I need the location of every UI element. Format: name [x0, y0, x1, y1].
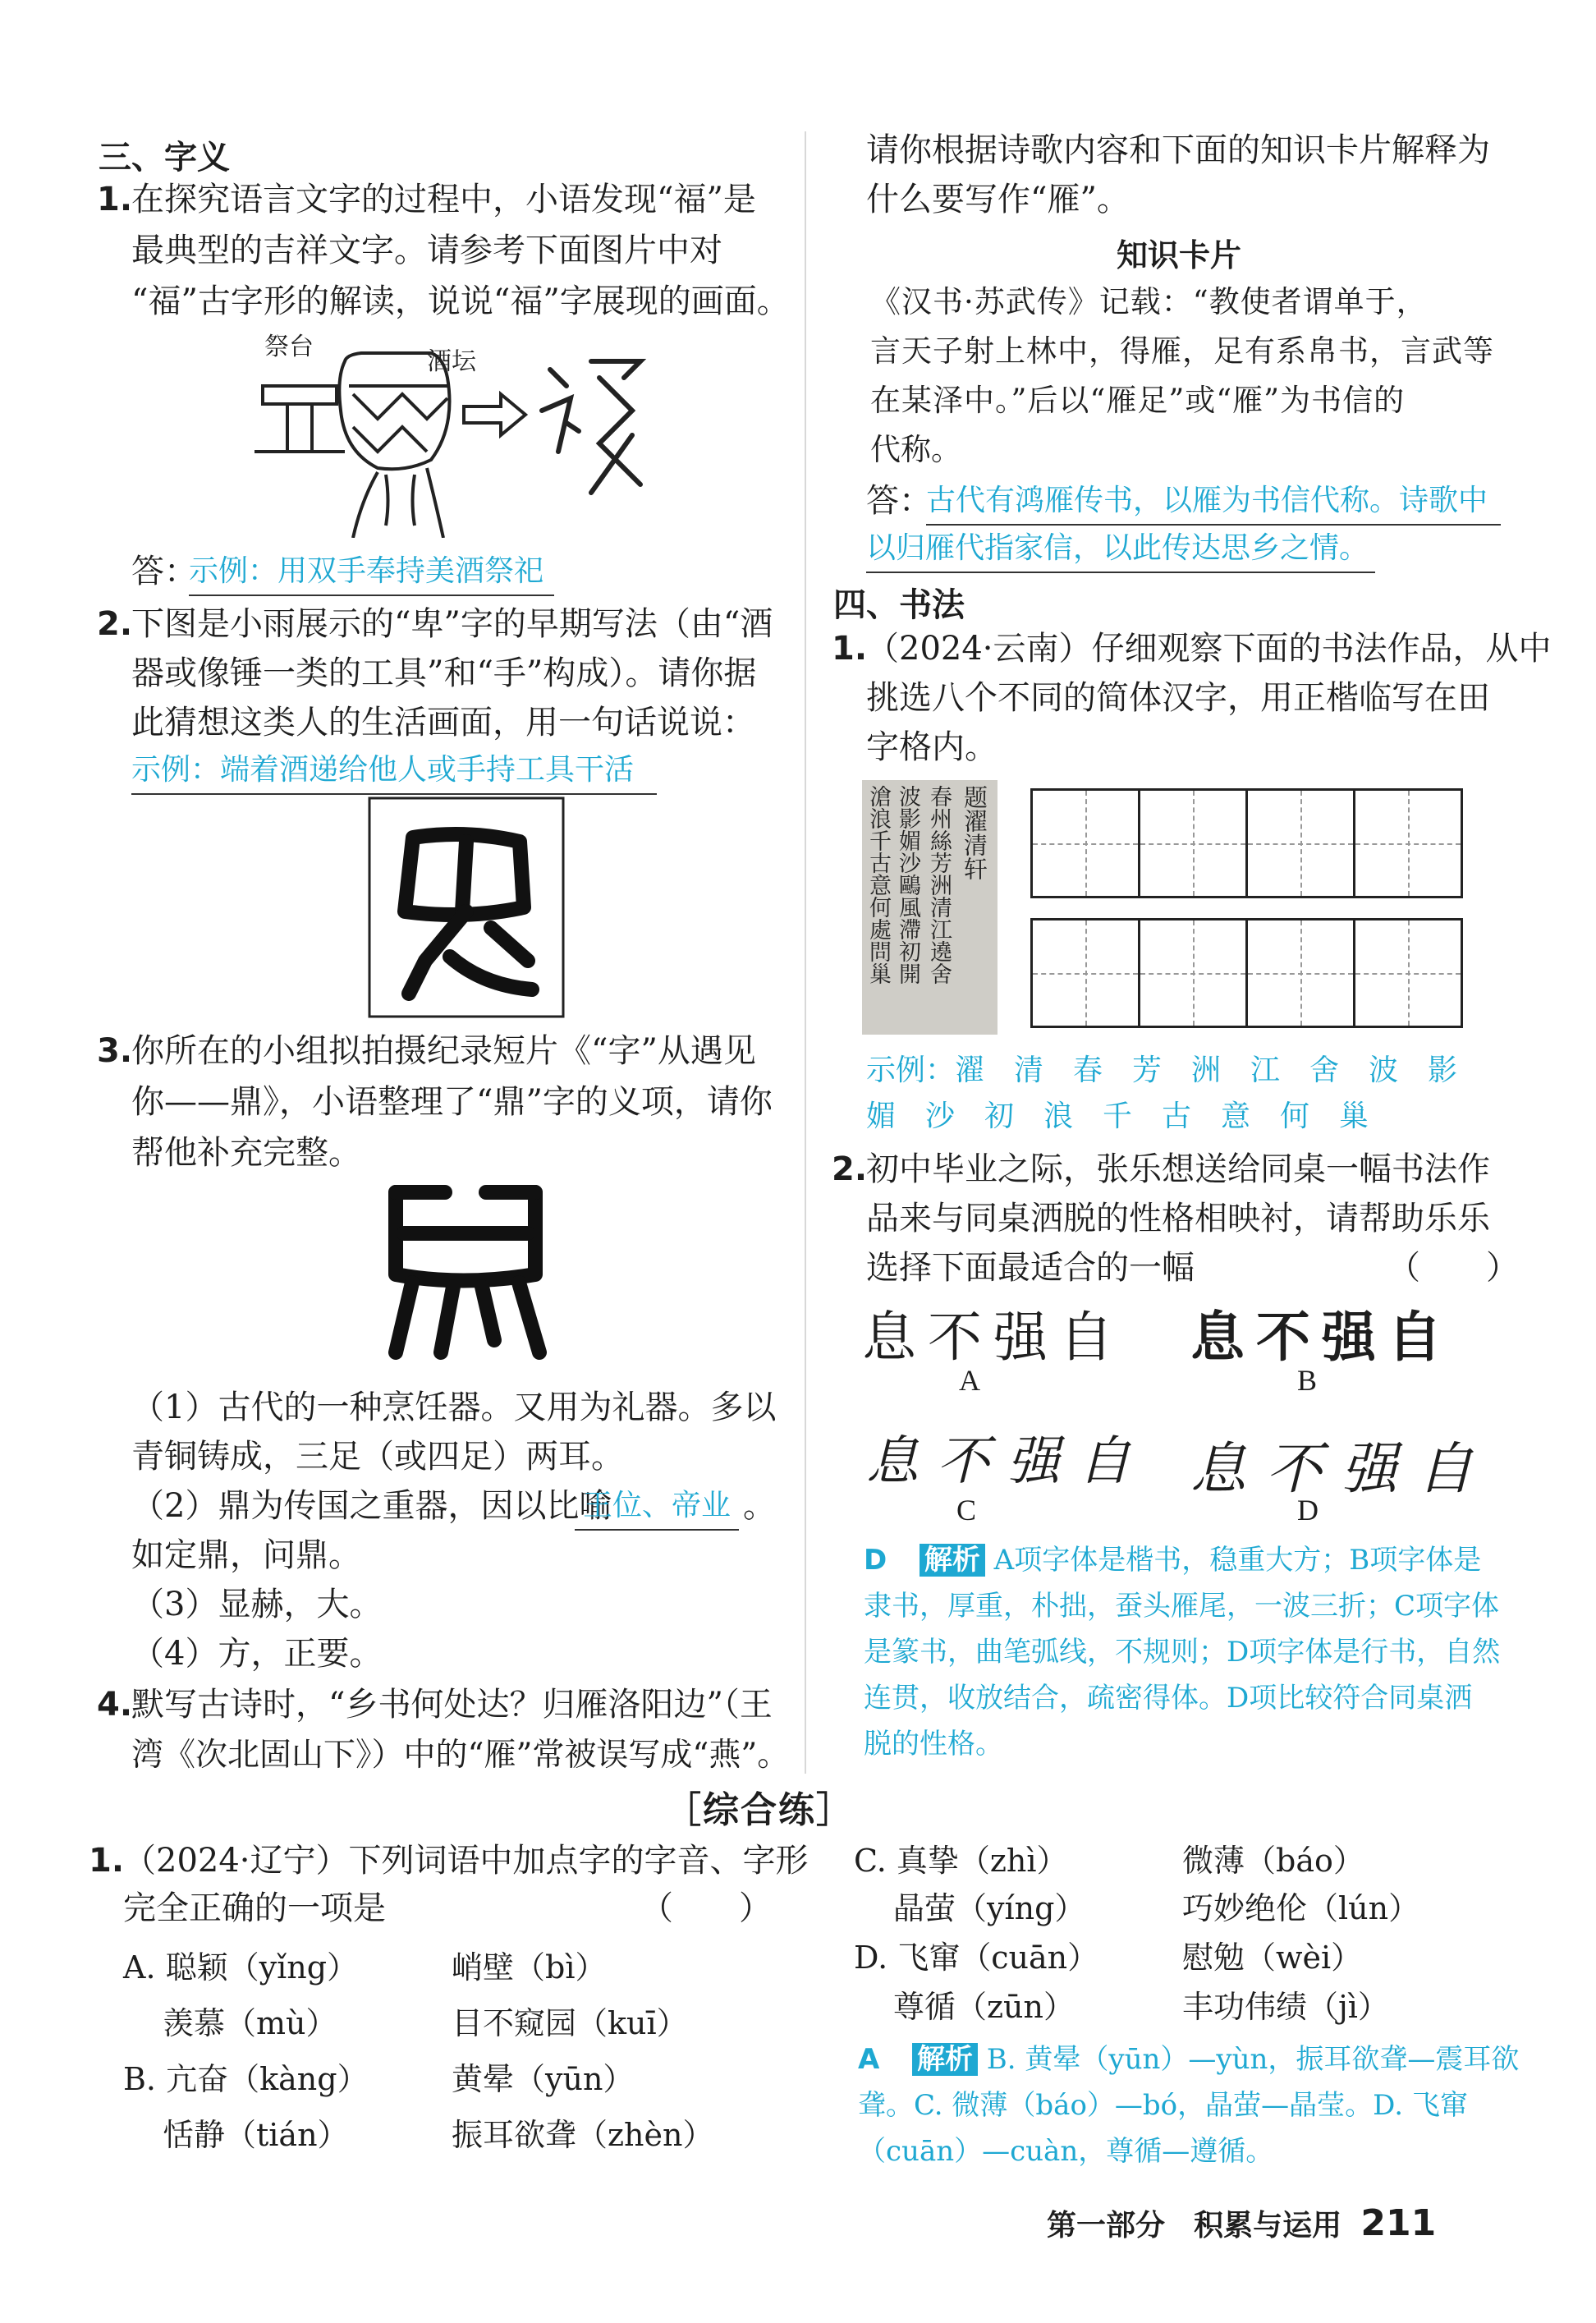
q4-line-2: 湾《次北固山下》）中的“雁”常被误写成“燕”。	[131, 1737, 790, 1774]
card-line-4: 代称。	[870, 432, 961, 467]
option-d-label: D	[1297, 1494, 1319, 1526]
q3-line-1: 你所在的小组拟拍摄纪录短片《“字”从遇见	[131, 1032, 756, 1070]
q3-item-2-period: 。	[743, 1487, 776, 1525]
tianzige-cell[interactable]	[1030, 918, 1140, 1028]
option-c-word-2: 微薄（báo）	[1182, 1843, 1364, 1879]
q3-item-3: （3）显赫，大。	[131, 1586, 383, 1623]
c1-example-row-1: 示例：濯 清 春 芳 洲 江 舍 波 影	[866, 1054, 1458, 1087]
q1-number: 1.	[97, 181, 133, 218]
c2-analysis-line-2: 隶书，厚重，朴拙，蚕头雁尾，一波三折；C项字体	[864, 1590, 1500, 1623]
c2-line-2: 品来与同桌洒脱的性格相映衬，请帮助乐乐	[866, 1200, 1490, 1237]
c2-analysis-line-4: 连贯，收放结合，疏密得体。D项比较符合同桌洒	[864, 1682, 1473, 1715]
practice-title: ［综合练］	[665, 1789, 854, 1831]
option-c-word-4: 巧妙绝伦（lún）	[1182, 1890, 1420, 1926]
c2-analysis-line-5: 脱的性格。	[864, 1728, 1003, 1761]
c2-answer-paren[interactable]: （ ）	[1387, 1249, 1519, 1287]
label-altar: 祭台	[264, 333, 314, 361]
bq1-analysis-line-1: B. 黄晕（yūn）—yùn，振耳欲聋—震耳欲	[986, 2043, 1520, 2076]
option-c-word-1: C. 真挚（zhì）	[854, 1843, 1068, 1879]
c2-analysis-row-1	[864, 1537, 1481, 1583]
c1-example-row-2: 媚 沙 初 浪 千 古 意 何 巢	[866, 1100, 1369, 1133]
right-answer-line-2: 以归雁代指家信，以此传达思乡之情。	[866, 526, 1375, 573]
c2-answer-letter: D	[864, 1544, 887, 1577]
footer-part: 第一部分	[1047, 2209, 1166, 2243]
q3-line-3: 帮他补充完整。	[131, 1134, 361, 1172]
column-divider	[805, 131, 806, 1774]
option-b-calligraphy: 息不强自	[1190, 1305, 1453, 1369]
q2-line-3: 此猜想这类人的生活画面，用一句话说说：	[131, 704, 755, 741]
q2-line-2: 器或像锤一类的工具”和“手”构成）。请你据	[131, 654, 757, 692]
option-d-word-2: 慰勉（wèi）	[1182, 1940, 1363, 1976]
q2-number: 2.	[97, 605, 133, 643]
ding-ancient-character	[379, 1176, 552, 1365]
tianzige-cell[interactable]	[1245, 788, 1355, 898]
option-d-word-1: D. 飞窜（cuān）	[854, 1940, 1099, 1976]
bq1-analysis-line-2: 聋。C. 微薄（báo）—bó，晶萤—晶莹。D. 飞窜	[858, 2089, 1468, 2122]
option-a-word-1: A. 聪颖（yǐng）	[123, 1949, 359, 1986]
option-d-word-3: 尊循（zūn）	[893, 1989, 1075, 2025]
q3-number: 3.	[97, 1032, 133, 1070]
section-4-title: 四、书法	[833, 586, 965, 624]
q1-line-3: “福”古字形的解读，说说“福”字展现的画面。	[131, 282, 790, 320]
option-a-word-2: 峭壁（bì）	[452, 1949, 607, 1986]
option-b-word-4: 振耳欲聋（zhèn）	[452, 2117, 714, 2153]
bq1-paren[interactable]: （ ）	[640, 1889, 772, 1927]
q3-blank-answer: 王位、帝业	[575, 1483, 739, 1531]
q4-line-1: 默写古诗时，“乡书何处达？归雁洛阳边”（王	[131, 1686, 773, 1724]
c1-line-1: （2024·云南）仔细观察下面的书法作品，从中	[866, 630, 1552, 668]
q2-answer: 示例：端着酒递给他人或手持工具干活	[131, 747, 657, 795]
calligraphy-col-4: 滄浪千古意何處問巢	[865, 785, 891, 985]
calligraphy-col-3: 波影媚沙鷗風滯初開	[895, 785, 920, 985]
bq1-analysis-row-1	[858, 2036, 1519, 2082]
option-d-calligraphy: 息不强自	[1190, 1437, 1493, 1502]
calligraphy-col-1: 题濯清轩	[961, 785, 988, 880]
tianzige-cell[interactable]	[1353, 918, 1463, 1028]
tianzige-cell[interactable]	[1030, 788, 1140, 898]
right-answer-line-1: 古代有鸿雁传书，以雁为书信代称。诗歌中	[926, 478, 1501, 526]
knowledge-card-title: 知识卡片	[1117, 237, 1242, 273]
q3-item-4: （4）方，正要。	[131, 1635, 383, 1673]
c2-analysis-line-3: 是篆书，曲笔弧线，不规则；D项字体是行书，自然	[864, 1636, 1501, 1669]
section-3-title: 三、字义	[99, 139, 230, 177]
page-number: 211	[1360, 2202, 1437, 2244]
bq1-answer-letter: A	[858, 2043, 880, 2076]
card-line-1: 《汉书·苏武传》记载：“教使者谓单于，	[870, 284, 1428, 319]
calligraphy-artwork	[862, 780, 998, 1035]
c2-number: 2.	[832, 1150, 868, 1188]
tianzige-cell[interactable]	[1138, 918, 1248, 1028]
q2-line-1: 下图是小雨展示的“卑”字的早期写法（由“酒	[131, 605, 773, 643]
option-d-word-4: 丰功伟绩（jì）	[1182, 1989, 1389, 2025]
label-jar: 酒坛	[427, 347, 476, 376]
card-line-2: 言天子射上林中，得雁，足有系帛书，言武等	[870, 333, 1494, 369]
bq1-line-1: （2024·辽宁）下列词语中加点字的字音、字形	[123, 1842, 809, 1880]
bq1-analysis-line-3: （cuān）—cuàn，尊循—遵循。	[858, 2135, 1274, 2168]
q4-cont-line-1: 请你根据诗歌内容和下面的知识卡片解释为	[866, 131, 1490, 169]
tianzige-cell[interactable]	[1245, 918, 1355, 1028]
option-a-calligraphy: 息不强自	[862, 1306, 1125, 1369]
tianzige-cell[interactable]	[1138, 788, 1248, 898]
option-b-label: B	[1297, 1364, 1318, 1397]
option-c-word-3: 晶萤（yíng）	[893, 1890, 1086, 1926]
q3-item-1-cont: 青铜铸成，三足（或四足）两耳。	[131, 1438, 624, 1476]
c1-number: 1.	[832, 630, 868, 668]
option-a-label: A	[959, 1364, 980, 1397]
analysis-tag: 解析	[920, 1544, 985, 1577]
q4-cont-line-2: 什么要写作“雁”。	[866, 181, 1130, 218]
c2-line-1: 初中毕业之际，张乐想送给同桌一幅书法作	[866, 1150, 1490, 1188]
q3-item-2-cont: 如定鼎，问鼎。	[131, 1536, 361, 1574]
c2-analysis-line-1: A项字体是楷书，稳重大方；B项字体是	[993, 1544, 1482, 1577]
card-line-3: 在某泽中。”后以“雁足”或“雁”为书信的	[870, 383, 1406, 418]
q1-answer: 示例：用双手奉持美酒祭祀	[189, 549, 554, 596]
option-c-calligraphy: 息不强自	[866, 1431, 1149, 1492]
option-a-word-3: 羡慕（mù）	[163, 2005, 337, 2041]
q1-line-2: 最典型的吉祥文字。请参考下面图片中对	[131, 232, 722, 269]
option-a-word-4: 目不窥园（kuī）	[452, 2005, 688, 2041]
tianzige-cell[interactable]	[1353, 788, 1463, 898]
q3-line-2: 你——鼎》，小语整理了“鼎”字的义项，请你	[131, 1083, 773, 1121]
q3-item-2: （2）鼎为传国之重器，因以比喻	[131, 1487, 612, 1525]
q1-answer-prefix: 答：	[131, 553, 197, 590]
q1-line-1: 在探究语言文字的过程中，小语发现“福”是	[131, 181, 756, 218]
q4-number: 4.	[97, 1686, 133, 1724]
footer-section: 积累与运用	[1194, 2209, 1342, 2243]
c1-line-2: 挑选八个不同的简体汉字，用正楷临写在田	[866, 679, 1490, 717]
option-c-label: C	[956, 1494, 977, 1526]
bq1-analysis-tag: 解析	[912, 2043, 978, 2076]
bq1-line-2: 完全正确的一项是	[123, 1889, 386, 1927]
bq1-number: 1.	[89, 1842, 125, 1880]
option-b-word-1: B. 亢奋（kàng）	[123, 2061, 369, 2097]
calligraphy-col-2: 春州絲芳洲清江遶舍	[926, 785, 952, 985]
c2-line-3: 选择下面最适合的一幅	[866, 1249, 1195, 1287]
option-b-word-2: 黄晕（yūn）	[452, 2061, 635, 2097]
option-b-word-3: 恬静（tián）	[163, 2117, 349, 2153]
q3-item-1: （1）古代的一种烹饪器。又用为礼器。多以	[131, 1389, 777, 1426]
c1-line-3: 字格内。	[866, 728, 998, 766]
bei-ancient-character	[368, 797, 565, 1018]
footer	[1047, 2202, 1436, 2244]
right-answer-prefix: 答：	[866, 482, 932, 520]
